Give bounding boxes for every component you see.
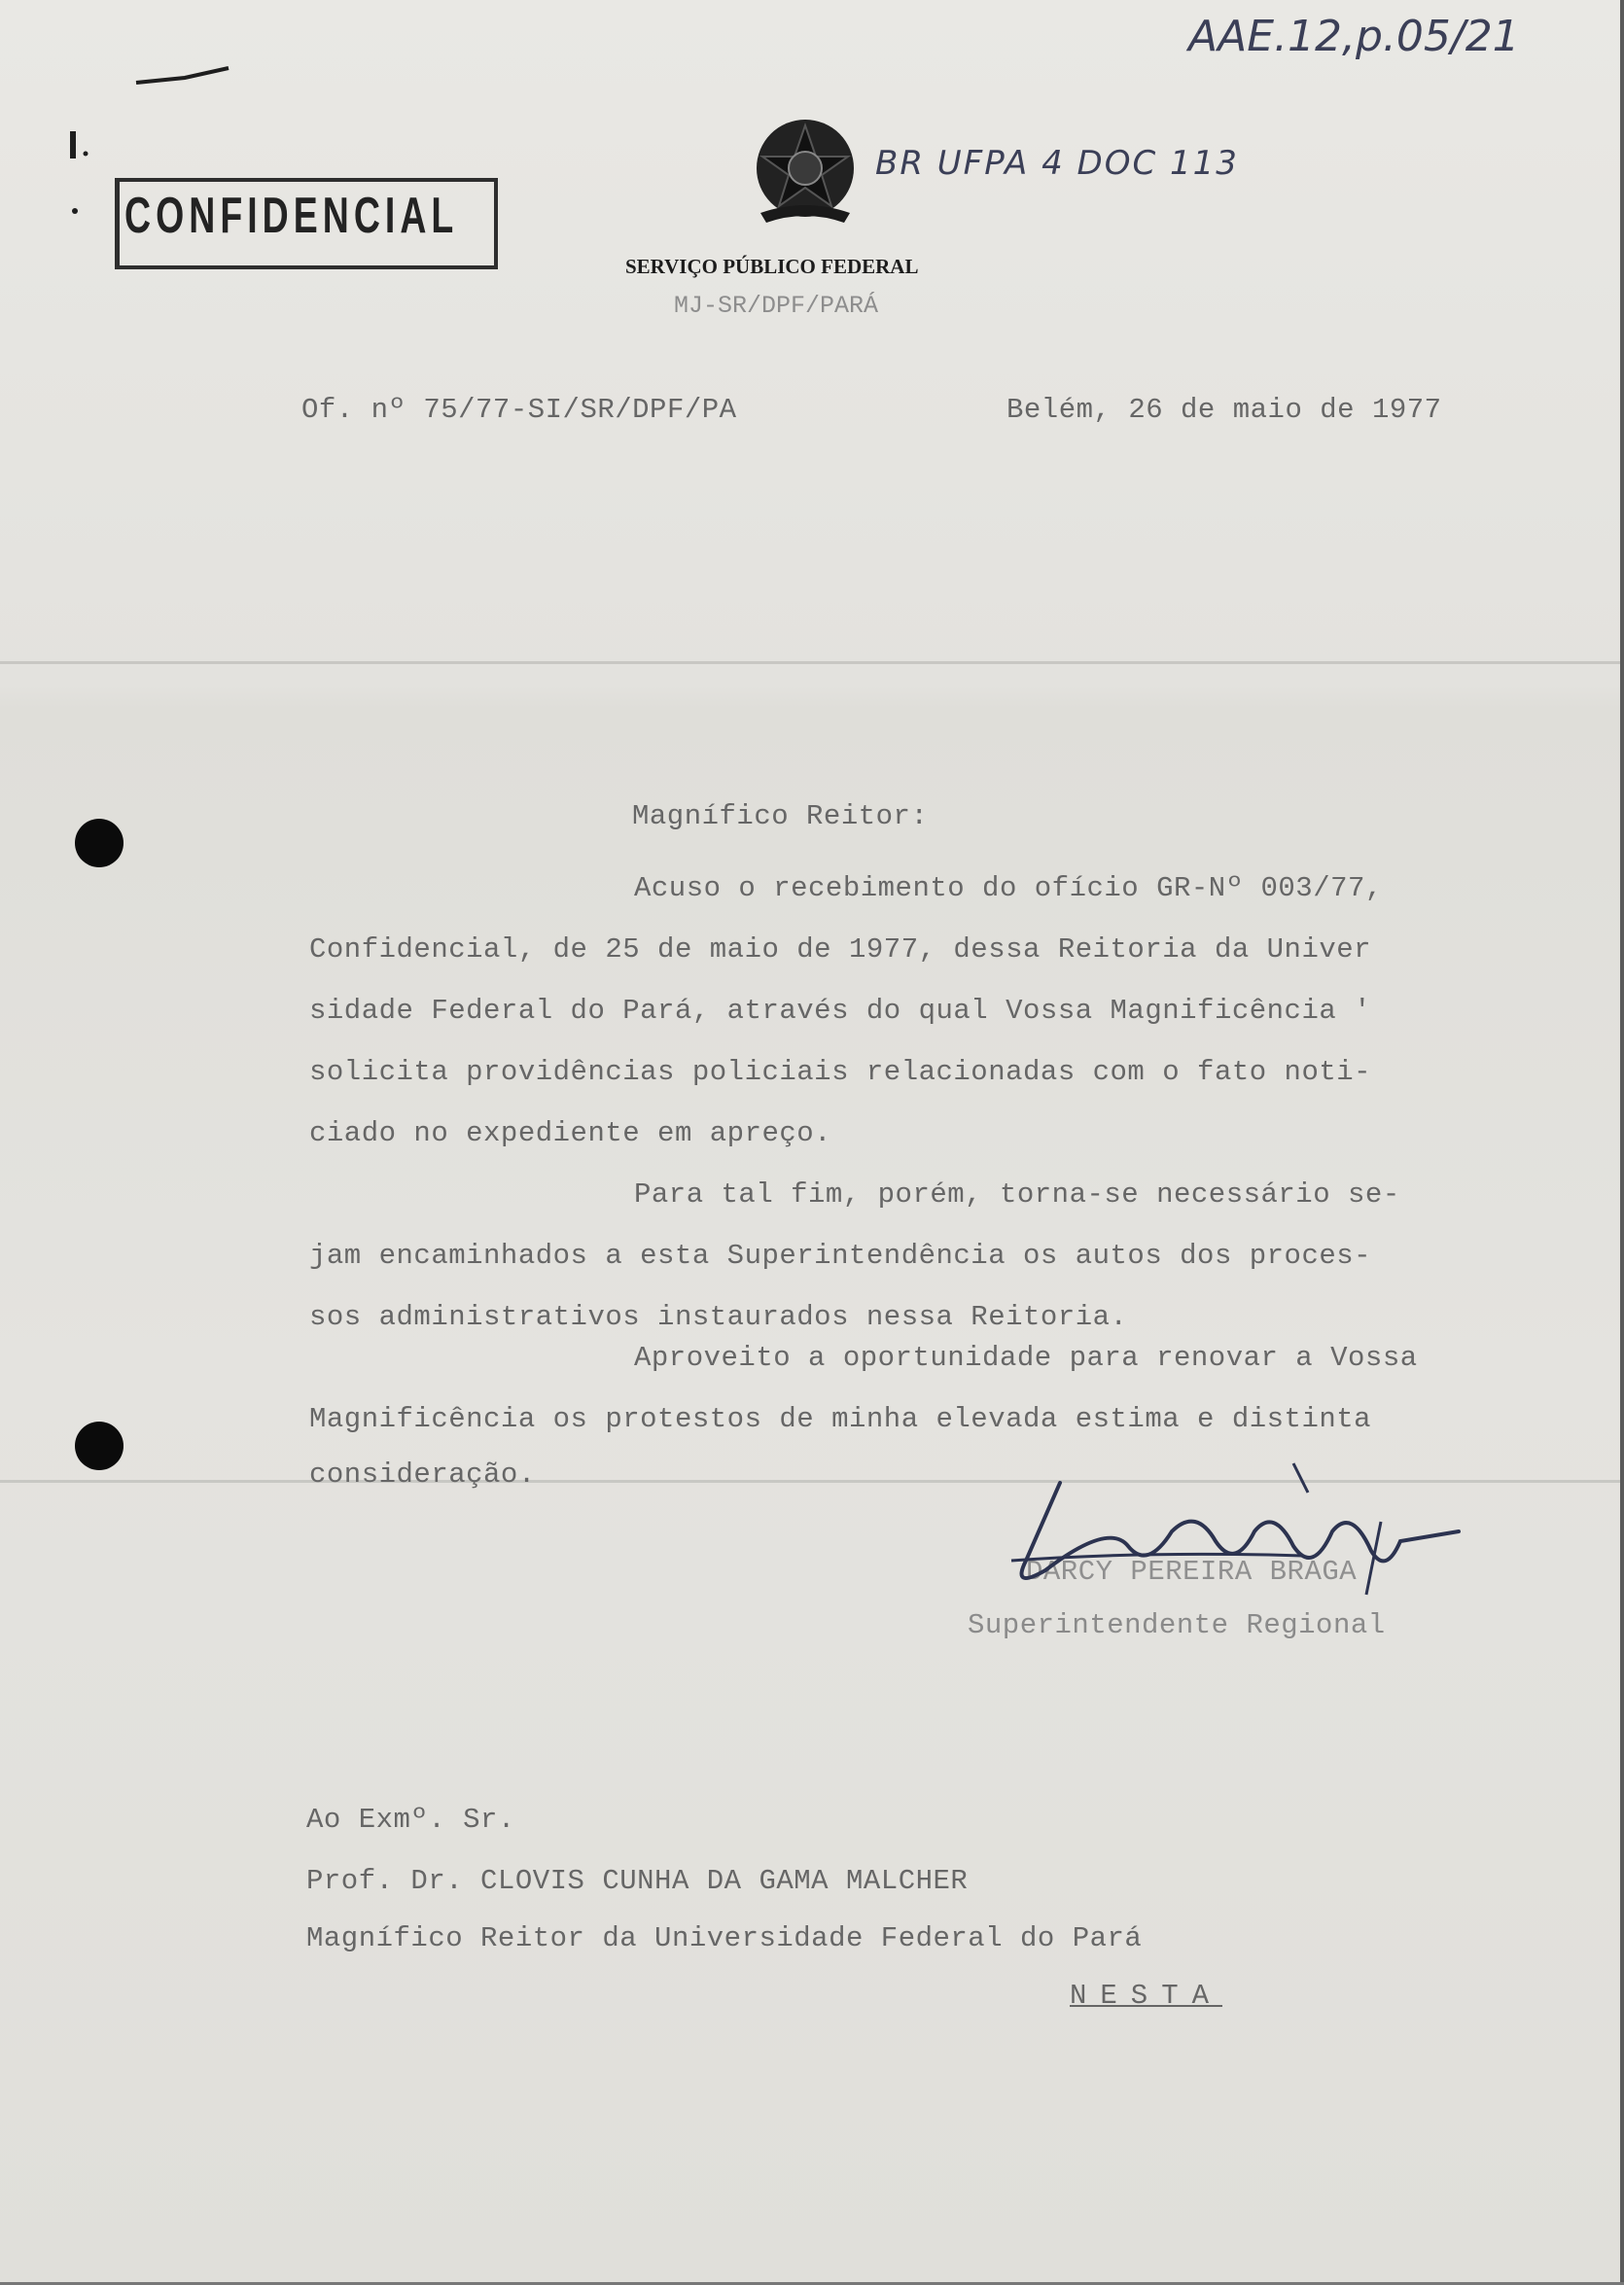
scan-edge	[1620, 0, 1624, 2285]
letter-line: Confidencial, de 25 de maio de 1977, dessa Reitoria da Univer	[309, 933, 1372, 966]
place-date: Belém, 26 de maio de 1977	[1006, 394, 1442, 426]
addressee-title: Magnífico Reitor da Universidade Federal do Pará	[306, 1922, 1143, 1954]
signer-name: DARCY PEREIRA BRAGA	[1026, 1556, 1358, 1588]
fold-line	[0, 661, 1624, 664]
addressee-name: Prof. Dr. CLOVIS CUNHA DA GAMA MALCHER	[306, 1865, 969, 1897]
reference-number: Of. nº 75/77-SI/SR/DPF/PA	[301, 394, 737, 426]
department-subheader: MJ-SR/DPF/PARÁ	[674, 292, 879, 320]
addressee-location: NESTA	[1070, 1980, 1223, 2012]
service-header: SERVIÇO PÚBLICO FEDERAL	[625, 255, 919, 278]
letter-line: jam encaminhados a esta Superintendência os autos dos proces-	[309, 1240, 1372, 1272]
coat-of-arms-seal	[747, 112, 864, 228]
punch-hole	[75, 819, 124, 867]
letter-line: Magnificência os protestos de minha elevada estima e distinta	[309, 1403, 1372, 1435]
letter-line: Para tal fim, porém, torna-se necessário se-	[634, 1178, 1400, 1211]
collection-reference: BR UFPA 4 DOC 113	[875, 144, 1239, 183]
handwritten-signature	[992, 1454, 1468, 1600]
letter-line: Aproveito a oportunidade para renovar a Vossa	[634, 1342, 1418, 1374]
bullet-mark	[68, 204, 82, 218]
letter-line: ciado no expediente em apreço.	[309, 1117, 832, 1149]
letter-line: sos administrativos instaurados nessa Reitoria.	[309, 1301, 1128, 1333]
salutation: Magnífico Reitor:	[632, 800, 929, 832]
letter-line: solicita providências policiais relacionadas com o fato noti-	[309, 1056, 1372, 1088]
confidential-stamp: CONFIDENCIAL	[124, 188, 459, 244]
letter-line: consideração.	[309, 1459, 536, 1491]
archive-reference: AAE.12,p.05/21	[1188, 12, 1520, 61]
addressee-salutation: Ao Exmº. Sr.	[306, 1804, 515, 1836]
letter-line: Acuso o recebimento do ofício GR-Nº 003/77,	[634, 872, 1383, 904]
pen-marks	[58, 39, 253, 175]
letter-line: sidade Federal do Pará, através do qual Vossa Magnificência '	[309, 995, 1372, 1027]
signer-title: Superintendente Regional	[968, 1609, 1386, 1641]
punch-hole	[75, 1422, 124, 1470]
